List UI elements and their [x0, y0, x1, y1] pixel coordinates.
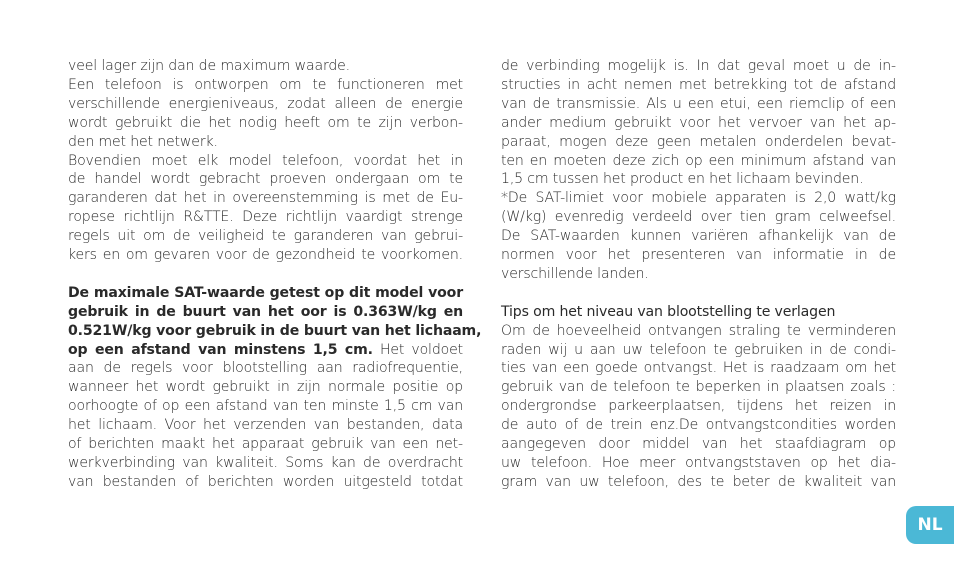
text-line: aan de regels voor blootstelling aan radiofrequentie,: [68, 360, 463, 377]
paragraph-gap: [68, 265, 463, 284]
sar-heading-end: op een afstand van minstens 1,5 cm.: [68, 341, 373, 358]
tips-heading: Tips om het niveau van blootstelling te verlagen: [501, 303, 836, 320]
text-line: de verbinding mogelijk is. In dat geval moet u de in-: [501, 58, 896, 74]
text-line: ten en moeten deze zich op een minimum afstand van: [501, 152, 896, 169]
sar-heading-line: gebruik in de buurt van het oor is 0.363W/kg en: [68, 303, 463, 320]
text-line: oorhoogte of op een afstand van ten minste 1,5 cm van: [68, 398, 463, 415]
text-line: Een telefoon is ontworpen om te functioneren met: [68, 76, 463, 93]
text-line: veel lager zijn dan de maximum waarde.: [68, 58, 351, 74]
text-line: paraat, mogen deze geen metalen onderdelen bevat-: [501, 133, 896, 150]
text-line: van de transmissie. Als u een etui, een riemclip of een: [501, 95, 896, 112]
text-line: ties van een goede ontvangst. Het is raadzaam om het: [501, 360, 896, 377]
text-line: structies in acht nemen met betrekking tot de afstand: [501, 76, 896, 93]
text-line: regels uit om de veiligheid te garanderen van gebrui-: [68, 228, 463, 245]
text-line: of berichten maakt het apparaat gebruik van een net-: [68, 436, 463, 453]
text-line: wordt gebruikt die het nodig heeft om te zijn verbon-: [68, 114, 463, 131]
text-line: 1,5 cm tussen het product en het lichaam bevinden.: [501, 171, 864, 188]
text-line: garanderen dat het in overeenstemming is met de Eu-: [68, 190, 463, 207]
text-line: de handel wordt gebracht proeven ondergaan om te: [68, 171, 463, 188]
right-text-column: [501, 57, 896, 492]
text-line: ondergrondse parkeerplaatsen, tijdens het reizen in: [501, 398, 896, 415]
text-line: normen voor het presenteren van informatie in de: [501, 247, 896, 264]
language-badge: NL: [906, 506, 954, 544]
text-line: uw telefoon. Hoe meer ontvangststaven op het dia-: [501, 455, 896, 472]
paragraph-gap: [501, 284, 896, 303]
text-line: kers en om gevaren voor de gezondheid te voorkomen.: [68, 247, 463, 264]
text-line: werkverbinding van kwaliteit. Soms kan de overdracht: [68, 455, 463, 472]
text-line: verschillende energieniveaus, zodat alleen de energie: [68, 95, 463, 112]
text-line: wanneer het wordt gebruikt in zijn normale positie op: [68, 379, 463, 396]
text-line: Bovendien moet elk model telefoon, voordat het in: [68, 152, 463, 169]
text-line: den met het netwerk.: [68, 133, 218, 150]
text-line: het lichaam. Voor het verzenden van bestanden, data: [68, 417, 463, 434]
text-line: (W/kg) evenredig verdeeld over tien gram celweefsel.: [501, 209, 896, 226]
text-line: aangegeven door middel van het staafdiagram op: [501, 436, 896, 453]
text-line: gebruik van de telefoon te beperken in plaatsen zoals :: [501, 379, 896, 396]
text-line: van bestanden of berichten worden uitgesteld totdat: [68, 473, 463, 490]
text-line: gram van uw telefoon, des te beter de kwaliteit van: [501, 473, 896, 490]
text-fragment: Het voldoet: [379, 341, 463, 358]
text-line: de auto of de trein enz.De ontvangstcondities worden: [501, 417, 896, 434]
left-text-column: [68, 57, 482, 492]
text-line: raden wij u aan uw telefoon te gebruiken in de condi-: [501, 341, 896, 358]
text-line: ander medium gebruikt voor het vervoer van het ap-: [501, 114, 896, 131]
text-line: De SAT-waarden kunnen variëren afhankelijk van de: [501, 228, 896, 245]
text-line: Om de hoeveelheid ontvangen straling te verminderen: [501, 322, 896, 339]
text-line: ropese richtlijn R&TTE. Deze richtlijn vaardigt strenge: [68, 209, 463, 226]
sar-heading-line: 0.521W/kg voor gebruik in de buurt van het lichaam,: [68, 322, 482, 339]
text-line: *De SAT-limiet voor mobiele apparaten is 2,0 watt/kg: [501, 190, 896, 207]
sar-heading-line: De maximale SAT-waarde getest op dit model voor: [68, 284, 463, 301]
mixed-line: [68, 341, 463, 360]
text-line: verschillende landen.: [501, 265, 649, 282]
